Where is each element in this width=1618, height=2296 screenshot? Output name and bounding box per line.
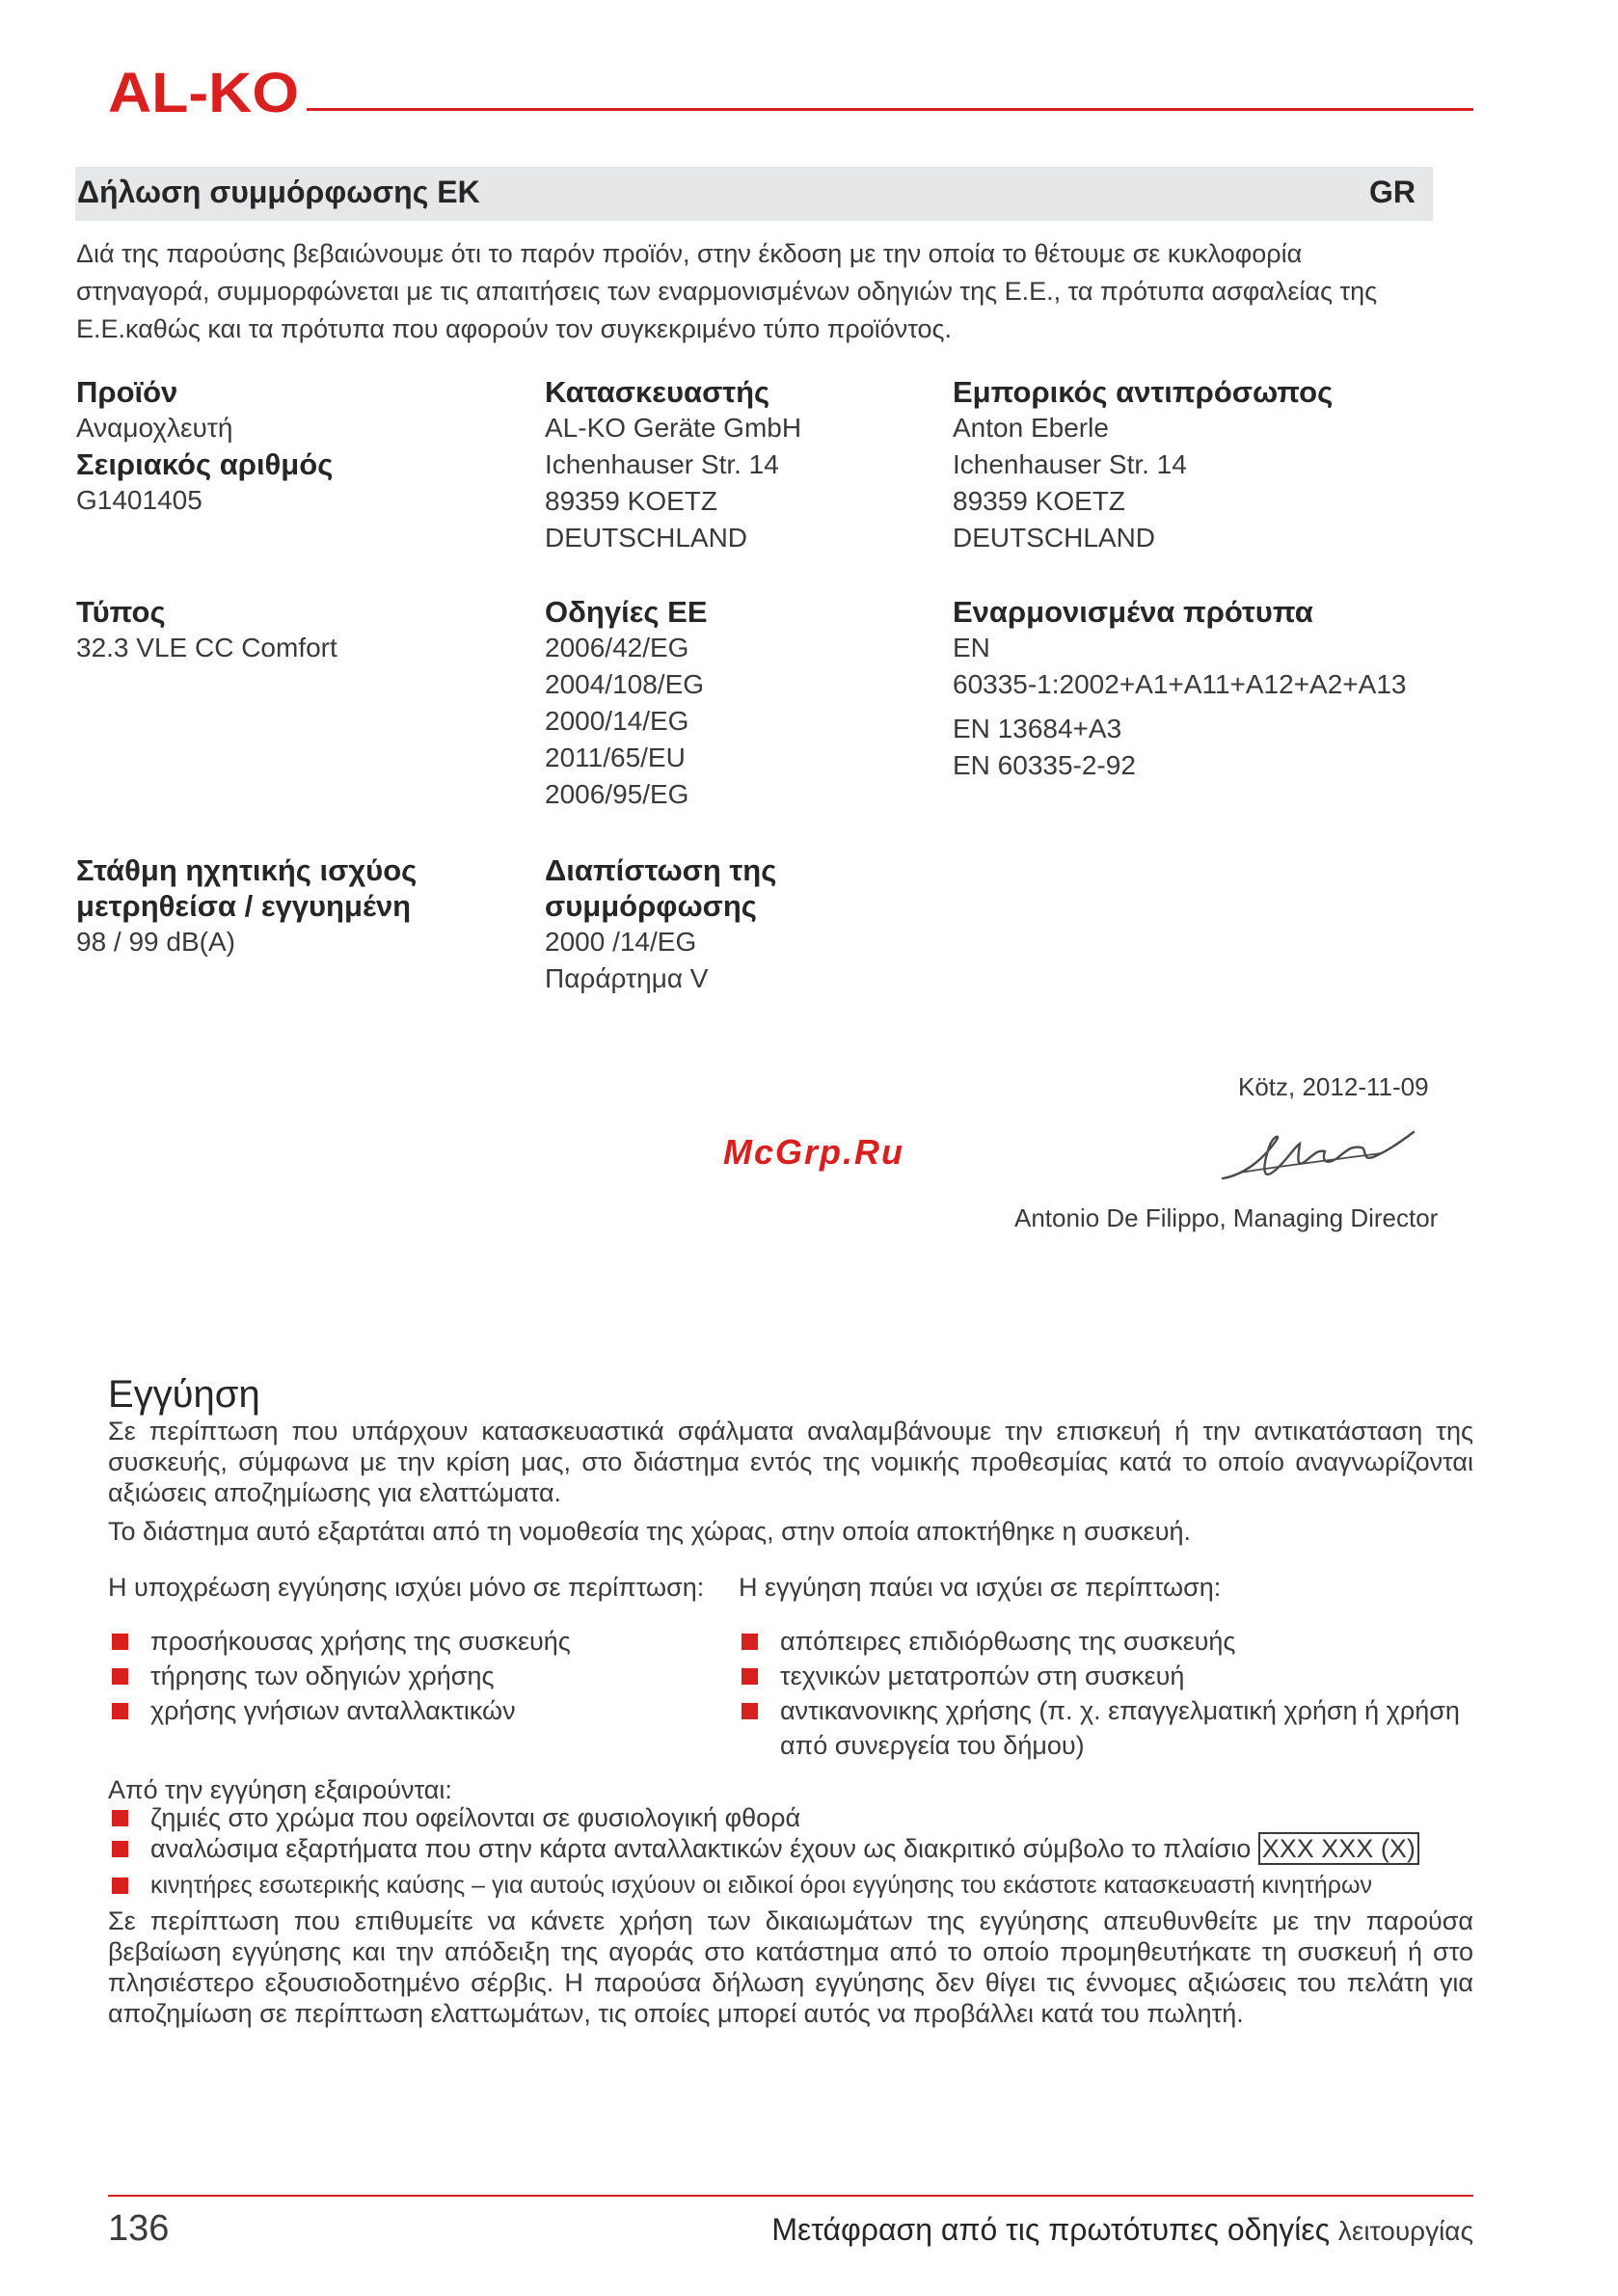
bullet-square <box>742 1634 758 1650</box>
list-item-text: απόπειρες επιδιόρθωσης της συσκευής <box>780 1627 1236 1656</box>
conformity-label-line2: συμμόρφωσης <box>545 889 757 923</box>
list-item-text: τήρησης των οδηγιών χρήσης <box>150 1661 495 1690</box>
list-item-continuation <box>742 1728 1474 1763</box>
directive-item: 2011/65/EU <box>545 743 686 772</box>
representative-line: Ichenhauser Str. 14 <box>953 449 1187 479</box>
list-item-text: αντικανονικης χρήσης (π. χ. επαγγελματική χρήση ή χρήση <box>780 1696 1460 1725</box>
representative-line: Anton Eberle <box>953 413 1109 443</box>
sound-value: 98 / 99 dB(A) <box>76 927 235 957</box>
bullet-square <box>112 1703 128 1719</box>
product-block <box>76 374 500 519</box>
manufacturer-block <box>545 374 950 556</box>
directives-label: Οδηγίες ΕΕ <box>545 595 708 629</box>
footer-title <box>771 2212 1473 2248</box>
list-item-text: τεχνικών μετατροπών στη συσκευή <box>780 1661 1185 1690</box>
product-label: Προϊόν <box>76 375 178 409</box>
intro-paragraph: Διά της παρούσης βεβαιώνουμε ότι το παρόν προϊόν, στην έκδοση με την οποία το θέτουμε σε κυκλοφορία στηναγορά, συμμορφώνεται με τις απαιτήσεις των εναρμονισμένων οδηγιών της Ε.Ε., τα πρότυπα ασφαλείας της Ε.Ε.καθώς και τα πρότυπα που αφορούν τον συγκεκριμένο τύπο προϊόντος. <box>76 239 1378 343</box>
list-item <box>112 1871 1473 1900</box>
list-item-text: προσήκουσας χρήσης της συσκευής <box>150 1627 571 1656</box>
list-item <box>742 1659 1474 1693</box>
directive-item: 2006/42/EG <box>545 633 689 662</box>
excluded-heading: Από την εγγύηση εξαιρούνται: <box>108 1775 452 1804</box>
list-item <box>112 1624 729 1659</box>
sound-label-line1: Στάθμη ηχητικής ισχύος <box>76 853 418 887</box>
warranty-title: Εγγύηση <box>108 1373 260 1416</box>
standards-block <box>953 594 1454 784</box>
logo-text: AL-KO <box>108 64 299 118</box>
bullet-square <box>112 1810 128 1826</box>
list-item <box>112 1803 1473 1832</box>
conformity-line: 2000 /14/EG <box>545 927 697 957</box>
list-item <box>112 1659 729 1693</box>
bullet-square <box>112 1877 128 1894</box>
signer-name: Antonio De Filippo, Managing Director <box>1014 1203 1439 1232</box>
conformity-line: Παράρτημα V <box>545 963 709 993</box>
directives-block <box>545 594 950 813</box>
representative-line: DEUTSCHLAND <box>953 523 1156 553</box>
part-symbol-box: XXX XXX (X) <box>1258 1832 1419 1865</box>
warranty-closing: Σε περίπτωση που επιθυμείτε να κάνετε χρήση των δικαιωμάτων της εγγύησης απευθυνθείτε με την παρούσα βεβαίωση εγγύησης και την απόδειξη της αγοράς στο κατάστημα από το οποίο προμηθευτήκατε τη συσκευή ή στο πλησιέστερο εξουσιοδοτημένο σέρβις. Η παρούσα δήλωση εγγύησης δεν θίγει τις έννομες αξιώσεις του πελάτη για αποζημίωση σε περίπτωση ελαττωμάτων, τις οποίες μπορεί αυτός να προβάλλει κατά του πωλητή. <box>108 1906 1473 2028</box>
page-title: Δήλωση συμμόρφωσης ΕΚ <box>77 175 480 209</box>
standard-item: 60335-1:2002+A1+A11+A12+A2+A13 <box>953 669 1407 699</box>
standards-label: Εναρμονισμένα πρότυπα <box>953 595 1313 629</box>
footer-rule <box>108 2195 1473 2197</box>
conformity-block <box>545 852 950 997</box>
sound-block <box>76 852 520 960</box>
serial-label: Σειριακός αριθμός <box>76 447 334 481</box>
standard-item: EN 60335-2-92 <box>953 750 1136 780</box>
page-number: 136 <box>108 2208 170 2249</box>
type-value: 32.3 VLE CC Comfort <box>76 633 337 662</box>
watermark: McGrp.Ru <box>723 1132 905 1172</box>
list-item-text: αναλώσιμα εξαρτήματα που στην κάρτα ανταλλακτικών έχουν ως διακριτικό σύμβολο το πλαίσιο <box>150 1834 1252 1863</box>
language-code: GR <box>1369 175 1416 209</box>
footer-title-main: Μετάφραση από τις πρωτότυπες οδηγίες <box>771 2212 1331 2247</box>
bullet-square <box>742 1703 758 1719</box>
bullet-square <box>742 1668 758 1685</box>
list-item-text: χρήσης γνήσιων ανταλλακτικών <box>150 1696 516 1725</box>
list-item-text: ζημιές στο χρώμα που οφείλονται σε φυσιολογική φθορά <box>150 1803 801 1832</box>
list-item <box>112 1693 729 1728</box>
list-item <box>742 1624 1474 1659</box>
bullet-square <box>112 1634 128 1650</box>
list-item <box>112 1834 1473 1863</box>
warranty-paragraph-2: Το διάστημα αυτό εξαρτάται από τη νομοθεσία της χώρας, στην οποία αποκτήθηκε η συσκευή. <box>108 1517 1191 1546</box>
warranty-valid-heading: Η υποχρέωση εγγύησης ισχύει μόνο σε περίπτωση: <box>108 1573 705 1602</box>
type-block <box>76 594 500 666</box>
list-item <box>742 1693 1474 1728</box>
al-ko-logo <box>108 64 301 118</box>
manufacturer-label: Κατασκευαστής <box>545 375 770 409</box>
conformity-label-line1: Διαπίστωση της <box>545 853 777 887</box>
bullet-square <box>112 1841 128 1857</box>
list-item-text: κινητήρες εσωτερικής καύσης – για αυτούς ισχύουν οι ειδικοί όροι εγγύησης του εκάστοτε κατασκευαστή κινητήρων <box>150 1872 1373 1899</box>
representative-block <box>953 374 1454 556</box>
manufacturer-line: AL-KO Geräte GmbH <box>545 413 802 443</box>
list-item-text-wrap <box>112 1834 1473 1863</box>
product-value: Αναμοχλευτή <box>76 413 233 443</box>
standard-item: EN 13684+A3 <box>953 714 1122 743</box>
directive-item: 2004/108/EG <box>545 669 705 699</box>
standard-item: EN <box>953 633 990 662</box>
manufacturer-line: DEUTSCHLAND <box>545 523 748 553</box>
list-item-text: από συνεργεία του δήμου) <box>780 1731 1085 1760</box>
manufacturer-line: 89359 KOETZ <box>545 486 717 516</box>
footer-title-small: λειτουργίας <box>1337 2216 1473 2246</box>
signature-scribble <box>1217 1119 1419 1196</box>
directive-item: 2006/95/EG <box>545 779 689 809</box>
sound-label-line2: μετρηθείσα / εγγυημένη <box>76 889 412 923</box>
warranty-paragraph-1: Σε περίπτωση που υπάρχουν κατασκευαστικά σφάλματα αναλαμβάνουμε την επισκευή ή την αντικατάσταση της συσκευής, σύμφωνα με την κρίση μας, στο διάστημα εντός της νομικής προθεσμίας κατά το οποίο αναγνωρίζονται αξιώσεις αποζημίωσης για ελαττώματα. <box>108 1417 1473 1507</box>
title-bar <box>75 167 1433 221</box>
bullet-square <box>112 1668 128 1685</box>
representative-label: Εμπορικός αντιπρόσωπος <box>953 375 1334 409</box>
header-rule <box>307 108 1473 111</box>
serial-value: G1401405 <box>76 485 202 515</box>
place-date: Kötz, 2012-11-09 <box>1238 1072 1429 1101</box>
directive-item: 2000/14/EG <box>545 706 689 736</box>
warranty-void-heading: Η εγγύηση παύει να ισχύει σε περίπτωση: <box>739 1573 1222 1602</box>
type-label: Τύπος <box>76 595 166 629</box>
manufacturer-line: Ichenhauser Str. 14 <box>545 449 779 479</box>
representative-line: 89359 KOETZ <box>953 486 1125 516</box>
